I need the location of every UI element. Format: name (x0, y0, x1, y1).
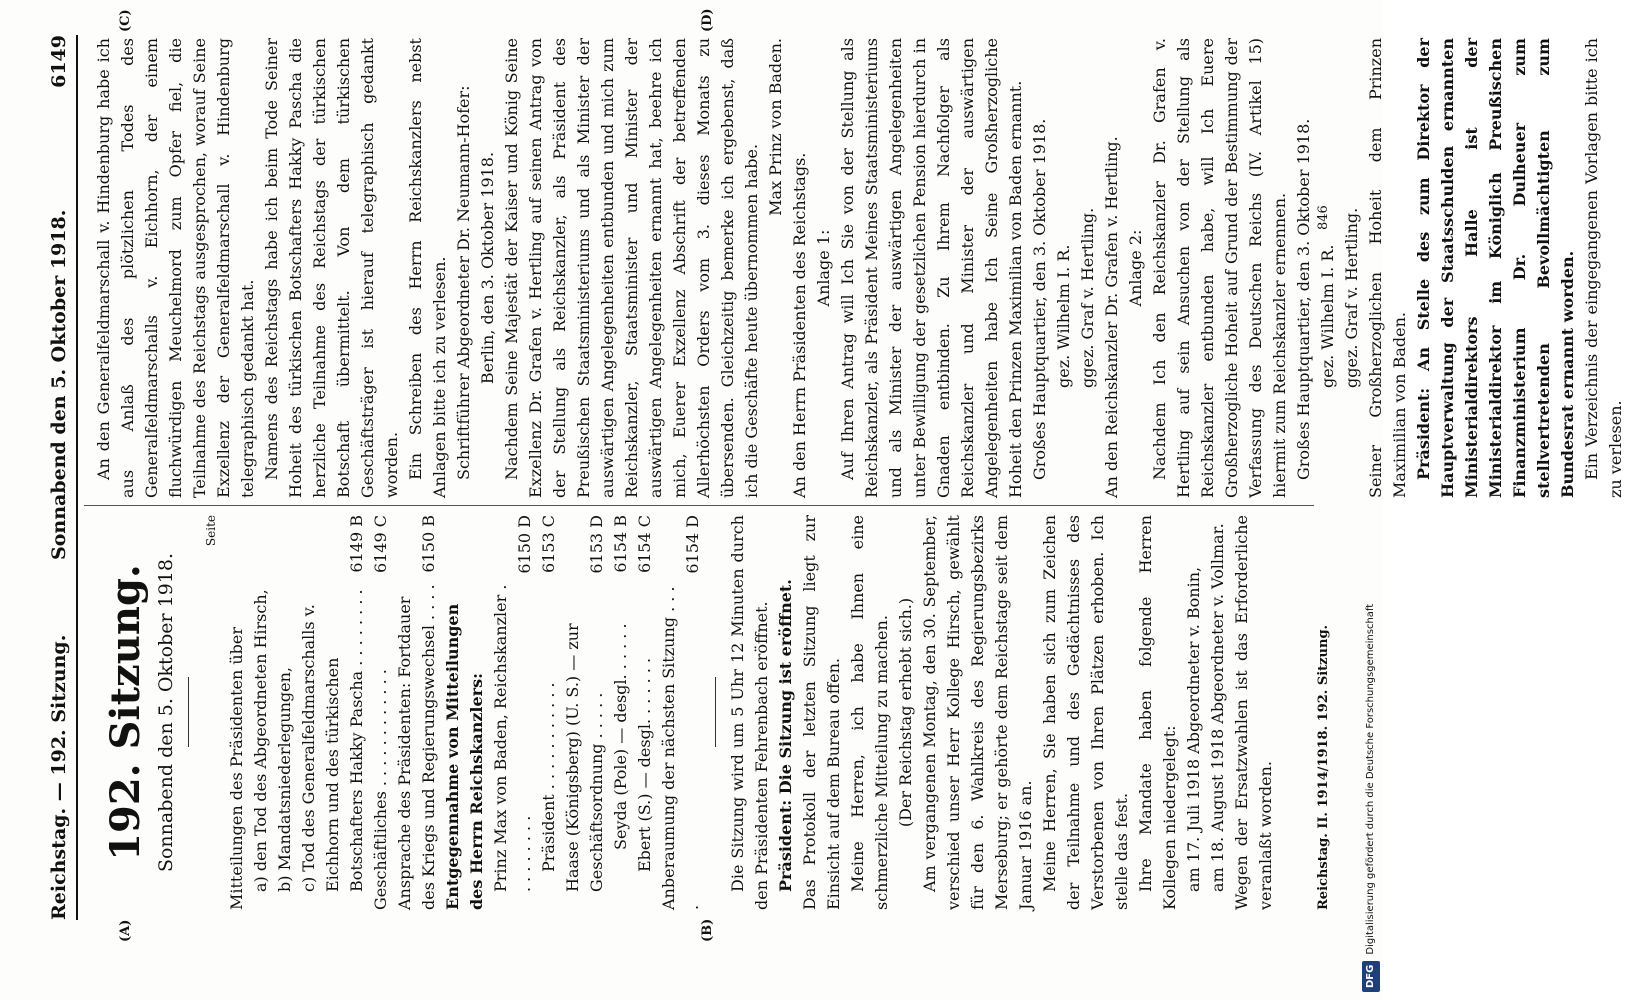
toc-entry-page (441, 515, 489, 577)
paragraph: Meine Herren, Sie haben sich zum Zeichen der Teilnahme und des Gedächtnisses des Verstorbenen von Ihren Plätzen erhoben. Ich stelle das fest. (1040, 515, 1131, 910)
paragraph: Am vergangenen Montag, den 30. September, verschied unser Herr Kollege Hirsch, gewählt für den 6. Wahlkreis des Regierungsbezirks Merseburg; er gehörte dem Reichstage seit dem Januar 1916 an. (920, 515, 1035, 910)
paragraph: ggez. Graf v. Hertling. (1342, 207, 1361, 388)
right-column (92, 38, 1628, 498)
toc-entry-page: 6153 D (587, 515, 606, 574)
toc-entry (225, 515, 249, 910)
paragraph: An den Herrn Präsidenten des Reichstags. (790, 152, 809, 498)
table-of-contents (225, 515, 705, 910)
header-left: Reichstag. — 192. Sitzung. (48, 634, 70, 920)
toc-entry (249, 515, 273, 910)
toc-entry-text: Ebert (S.) — desgl. . . . . . . (635, 657, 654, 872)
divider (188, 678, 189, 748)
paragraph: gez. Wilhelm I. R. (1318, 244, 1337, 388)
margin-label-c: (C) (118, 9, 133, 32)
paragraph: Namens des Reichstags habe ich beim Tode Seiner Hoheit des türkischen Botschafters Hakky Pascha die herzliche Teilnahme des Reichstags der türkischen Botschaft übermittelt. Von dem türkischen Geschäftsträger ist hierauf telegraphisch gedankt worden. (262, 38, 401, 498)
running-header (42, 35, 78, 920)
toc-entry-text: a) den Tod des Abgeordneten Hirsch, (251, 589, 270, 892)
toc-entry-page (273, 515, 297, 577)
paragraph: Präsident: Die Sitzung ist eröffnet. (776, 579, 795, 892)
paragraph: Schriftführer Abgeordneter Dr. Neumann-Hofer: (454, 85, 473, 480)
toc-entry-page: 6149 C (371, 515, 390, 574)
toc-entry (441, 515, 489, 910)
paragraph: An den Generalfeldmarschall v. Hindenburg habe ich aus Anlaß des plötzlichen Todes des Generalfeldmarschalls v. Eichhorn, der einem fluchwürdigen Meuchelmord zum Opfer fiel, die Teilnahme des Reichstags ausgesprochen, worauf Seine Exzellenz der Generalfeldmarschall v. Hindenburg telegraphisch gedankt hat. (94, 38, 257, 498)
toc-entry (657, 515, 705, 910)
toc-entry-page (225, 515, 249, 577)
paragraph: An den Reichskanzler Dr. Grafen v. Hertling. (1102, 136, 1121, 498)
paragraph: (Der Reichstag erhebt sich.) (896, 597, 915, 828)
session-date: Sonnabend den 5. Oktober 1918. (155, 552, 177, 873)
toc-entry-page: 6154 C (635, 515, 654, 574)
toc-entry-text: Haase (Königsberg) (U. S.) — zur Geschäftsordnung . . . . . (563, 623, 606, 892)
paragraph: Nachdem Ich den Reichskanzler Dr. Grafen v. Hertling auf sein Ansuchen von der Stellung als Reichskanzler entbunden habe, will Ich Euere Großherzogliche Hoheit auf Grund der Bestimmung der Verfassung des Deutschen Reichs (IV. Artikel 15) hiermit zum Reichskanzler ernennen. (1150, 38, 1289, 498)
toc-entry (273, 515, 297, 910)
toc-entry (633, 515, 657, 910)
toc-entry-page: 6149 B (347, 515, 366, 573)
toc-entry-text: Ansprache des Präsidenten: Fortdauer des Kriegs und Regierungswechsel . . . . (395, 584, 438, 910)
toc-entry-text: c) Tod des Generalfeldmarschalls v. Eichhorn und des türkischen Botschafters Hakky Pascha . . . . . . . . (299, 589, 366, 892)
toc-entry-page: 6153 C (539, 515, 558, 574)
paragraph: Präsident: An Stelle des zum Direktor der Hauptverwaltung der Staatsschulden ernannten Ministerialdirektors Halle ist der Ministerialdirektor im Königlich Preußischen Finanzministerium Dr. Dulheuer zum stellvertretenden Bevollmächtigten zum Bundesrat ernannt worden. (1414, 38, 1577, 498)
toc-entry-text: Seyda (Pole) — desgl. . . . . . (611, 623, 630, 850)
toc-entry-text: b) Mandatsniederlegungen, (275, 666, 294, 892)
paragraph: Wegen der Ersatzwahlen ist das Erforderliche veranlaßt worden. (1232, 515, 1275, 910)
toc-entry-page: 6150 B (419, 515, 438, 573)
toc-entry (297, 515, 369, 910)
footer-signature: Reichstag. II. 1914/1918. 192. Sitzung. (1316, 624, 1331, 910)
toc-entry-page: 6154 B (611, 515, 630, 573)
margin-label-b: (B) (700, 918, 715, 942)
paragraph: Nachdem Seine Majestät der Kaiser und König Seine Exzellenz Dr. Grafen v. Hertling auf seinen Antrag von der Stellung als Reichskanzler, als Präsident des Preußischen Staatsministeriums und als Minister der auswärtigen Angelegenheiten entbunden und mich zum Reichskanzler, Staatsminister und Minister der auswärtigen Angelegenheiten ernannt hat, beehre ich mich, Euerer Exzellenz Abschrift der betreffenden Allerhöchsten Orders vom 3. dieses Monats zu übersenden. Gleichzeitig bemerke ich ergebenst, daß ich die Geschäfte heute übernommen habe. (502, 38, 761, 498)
bottom-page-mark: 846 (1316, 205, 1331, 230)
toc-entry-text: Geschäftliches . . . . . . . . . . . . (371, 669, 390, 910)
toc-entry-page: 6150 D (515, 515, 534, 574)
toc-entry-text: Mitteilungen des Präsidenten über (227, 626, 246, 910)
paragraph: Seiner Großherzoglichen Hoheit dem Prinzen Maximilian von Baden. (1366, 38, 1409, 498)
toc-entry-page: 6154 D (683, 515, 702, 574)
paragraph: Großes Hauptquartier, den 3. Oktober 1918. (1294, 118, 1313, 480)
paragraph: Auf Ihren Antrag will Ich Sie von der Stellung als Reichskanzler, als Präsident Meines Staatsministeriums und als Minister der auswärtigen Angelegenheiten unter Bewilligung der gesetzlichen Pension hierdurch in Gnaden entbinden. Zu Ihrem Nachfolger als Reichskanzler und Minister der auswärtigen Angelegenheiten habe Ich Seine Großherzogliche Hoheit den Prinzen Maximilian von Baden ernannt. (838, 38, 1025, 498)
paragraph: Max Prinz von Baden. (766, 38, 785, 216)
paragraph: Anlage 2: (1126, 229, 1145, 307)
paragraph: Ihre Mandate haben folgende Herren Kollegen niedergelegt: (1136, 515, 1179, 910)
paragraph: Ein Schreiben des Herrn Reichskanzlers nebst Anlagen bitte ich zu verlesen. (406, 38, 449, 498)
toc-entry (393, 515, 441, 910)
session-title: 192. Sitzung. (102, 564, 149, 861)
toc-entry-text: Anberaumung der nächsten Sitzung . . . . (659, 586, 702, 910)
header-center: Sonnabend den 5. Oktober 1918. (48, 209, 70, 560)
divider (715, 678, 716, 748)
toc-entry (369, 515, 393, 910)
header-page-number: 6149 (48, 35, 70, 88)
digitization-note: Digitalisierung gefördert durch die Deutsche Forschungsgemeinschaft (1365, 603, 1376, 955)
paragraph: Das Protokoll der letzten Sitzung liegt zur Einsicht auf dem Bureau offen. (800, 515, 843, 910)
paragraph: am 17. Juli 1918 Abgeordneter v. Bonin, (1184, 566, 1203, 892)
toc-entry-page (249, 515, 273, 577)
paragraph: Anlage 1: (814, 229, 833, 307)
left-column (92, 515, 1278, 910)
toc-entry-text: Prinz Max von Baden, Reichskanzler . . . . . . . . . (491, 584, 534, 892)
margin-label-a: (A) (118, 919, 133, 942)
paragraph: gez. Wilhelm I. R. (1054, 244, 1073, 388)
paragraph: ggez. Graf v. Hertling. (1078, 207, 1097, 388)
toc-entry (537, 515, 561, 910)
digitization-credit (1362, 8, 1380, 992)
margin-label-d: (D) (700, 8, 715, 32)
toc-entry (609, 515, 633, 910)
toc-page-heading: Seite (204, 515, 218, 547)
paragraph: Die Sitzung wird um 5 Uhr 12 Minuten durch den Präsidenten Fehrenbach eröffnet. (728, 515, 771, 910)
toc-entry-text: Entgegennahme von Mitteilungen des Herrn Reichskanzlers: (443, 603, 486, 910)
toc-entry (489, 515, 537, 910)
left-body-text (726, 515, 1278, 910)
toc-entry-text: Präsident . . . . . . . . . . . (539, 682, 558, 872)
column-divider (84, 505, 1314, 506)
right-body-text (92, 38, 1628, 498)
paragraph: Berlin, den 3. Oktober 1918. (478, 151, 497, 385)
paragraph: Großes Hauptquartier, den 3. Oktober 1918. (1030, 118, 1049, 480)
toc-entry (561, 515, 609, 910)
paragraph: am 18. August 1918 Abgeordneter v. Vollmar. (1208, 523, 1227, 892)
paragraph: Meine Herren, ich habe Ihnen eine schmerzliche Mitteilung zu machen. (848, 515, 891, 910)
paragraph: Ein Verzeichnis der eingegangenen Vorlagen bitte ich zu verlesen. (1582, 38, 1625, 498)
dfg-badge: DFG (1362, 961, 1380, 992)
